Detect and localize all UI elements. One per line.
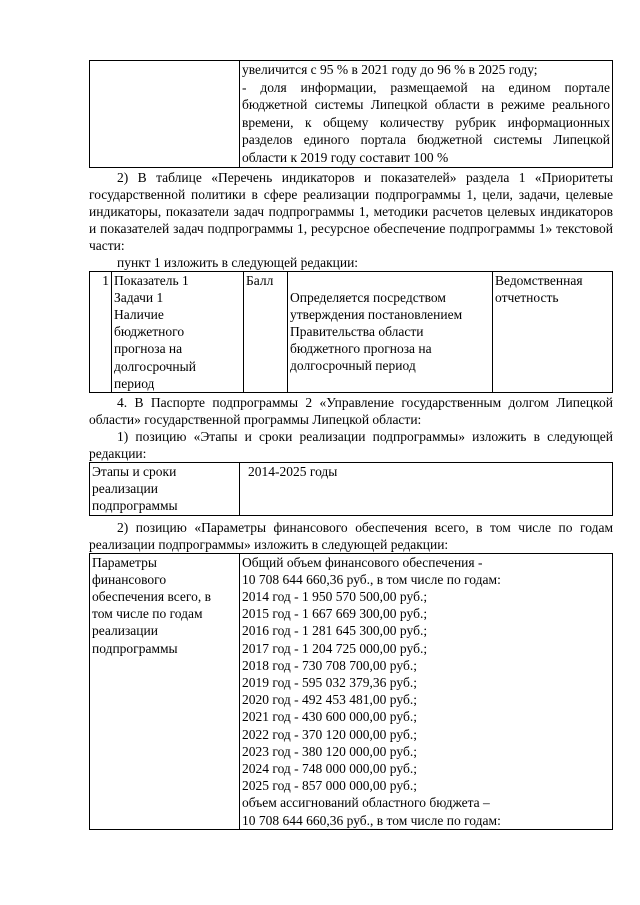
financing-label-line: обеспечения всего, в (92, 589, 211, 604)
financing-label-line: Параметры (92, 554, 157, 570)
method-line: бюджетного прогноза на (290, 341, 432, 357)
table-row (90, 553, 613, 829)
indicator-text-line: увеличится с 95 % в 2021 году до 96 % в 2025 году; (242, 62, 538, 77)
financing-table (89, 553, 613, 830)
paragraph-2-table-reference: 2) В таблице «Перечень индикаторов и показателей» раздела 1 «Приоритеты государственной политики в сфере реализации подпрограммы 1, цели, задачи, целевые индикаторы, показатели задач подпрограммы 1, методики расчетов целевых индикаторов и показателей задач подпрограммы 1, ресурсное обеспечение подпрограммы 1» текстовой части: (89, 169, 613, 253)
document-page (89, 60, 613, 830)
financing-value-line: 2024 год - 748 000 000,00 руб.; (242, 761, 417, 777)
stages-label-line: Этапы и сроки (92, 463, 177, 479)
indicator-name-cell (112, 271, 244, 392)
stages-label-cell (90, 462, 240, 515)
stages-label-line: реализации (92, 481, 158, 497)
financing-value-line: объем ассигнований областного бюджета – (242, 795, 490, 811)
financing-label-cell (90, 553, 240, 829)
stages-label-line: подпрограммы (92, 498, 178, 514)
indicators-text-cell (240, 61, 613, 168)
paragraph-2-financing: 2) позицию «Параметры финансового обеспечения всего, в том числе по годам реализации подпрограммы» изложить в следующей редакции: (89, 519, 613, 552)
financing-value-line: 2023 год - 380 120 000,00 руб.; (242, 743, 417, 759)
table-row (90, 61, 613, 168)
indicator-text-line: - доля информации, размещаемой на едином портале бюджетной системы Липецкой области в режиме реального времени, к общему количеству рубрик информационных разделов единого портала бюджетной системы Липецкой области к 2019 году составит 100 % (242, 79, 610, 165)
financing-label-line: реализации (92, 623, 158, 639)
indicator-name-line: долгосрочный (114, 358, 196, 374)
indicators-continuation-table (89, 60, 613, 168)
financing-label-line: том числе по годам (92, 606, 203, 622)
empty-cell (90, 61, 240, 168)
indicator-name-line: Наличие (114, 306, 164, 322)
unit-cell: Балл (244, 271, 288, 392)
indicator-name-line: Задачи 1 (114, 289, 164, 305)
row-number: 1 (90, 271, 112, 392)
financing-value-line: 2020 год - 492 453 481,00 руб.; (242, 692, 417, 708)
indicator-name-line: бюджетного (114, 324, 185, 340)
paragraph-point-1: пункт 1 изложить в следующей редакции: (117, 254, 359, 270)
financing-label-line: финансового (92, 571, 167, 587)
financing-label-line: подпрограммы (92, 640, 178, 656)
financing-value-line: 2019 год - 595 032 379,36 руб.; (242, 675, 417, 691)
method-line: Правительства области (290, 323, 424, 339)
financing-value-line: Общий объем финансового обеспечения - (242, 554, 483, 570)
method-cell (288, 271, 493, 392)
financing-value-cell (240, 553, 613, 829)
method-line: утверждения постановлением (290, 306, 463, 322)
financing-value-line: 2017 год - 1 204 725 000,00 руб.; (242, 640, 428, 656)
paragraph-1-stages: 1) позицию «Этапы и сроки реализации подпрограммы» изложить в следующей редакции: (89, 428, 613, 461)
method-line: долгосрочный период (290, 358, 416, 374)
indicator-row-table (89, 271, 613, 393)
indicator-name-line: Показатель 1 (114, 272, 189, 288)
financing-value-line: 2025 год - 857 000 000,00 руб.; (242, 778, 417, 794)
indicator-name-line: прогноза на (114, 341, 183, 357)
financing-value-line: 2015 год - 1 667 669 300,00 руб.; (242, 606, 428, 622)
table-row (90, 271, 613, 392)
financing-value-line: 2016 год - 1 281 645 300,00 руб.; (242, 623, 428, 639)
stages-table (89, 462, 613, 516)
source-line: отчетность (495, 289, 559, 305)
table-row (90, 462, 613, 515)
financing-value-line: 2018 год - 730 708 700,00 руб.; (242, 657, 417, 673)
paragraph-4-passport: 4. В Паспорте подпрограммы 2 «Управление государственным долгом Липецкой области» государственной программы Липецкой области: (89, 394, 613, 427)
source-line: Ведомственная (495, 272, 583, 288)
financing-value-line: 10 708 644 660,36 руб., в том числе по годам: (242, 812, 501, 828)
indicator-name-line: период (114, 375, 155, 391)
financing-value-line: 2021 год - 430 600 000,00 руб.; (242, 709, 417, 725)
financing-value-line: 2014 год - 1 950 570 500,00 руб.; (242, 589, 428, 604)
stages-value-cell: 2014-2025 годы (240, 462, 613, 515)
method-line: Определяется посредством (290, 289, 446, 305)
financing-value-line: 2022 год - 370 120 000,00 руб.; (242, 726, 417, 742)
source-cell (493, 271, 613, 392)
financing-value-line: 10 708 644 660,36 руб., в том числе по годам: (242, 571, 501, 587)
